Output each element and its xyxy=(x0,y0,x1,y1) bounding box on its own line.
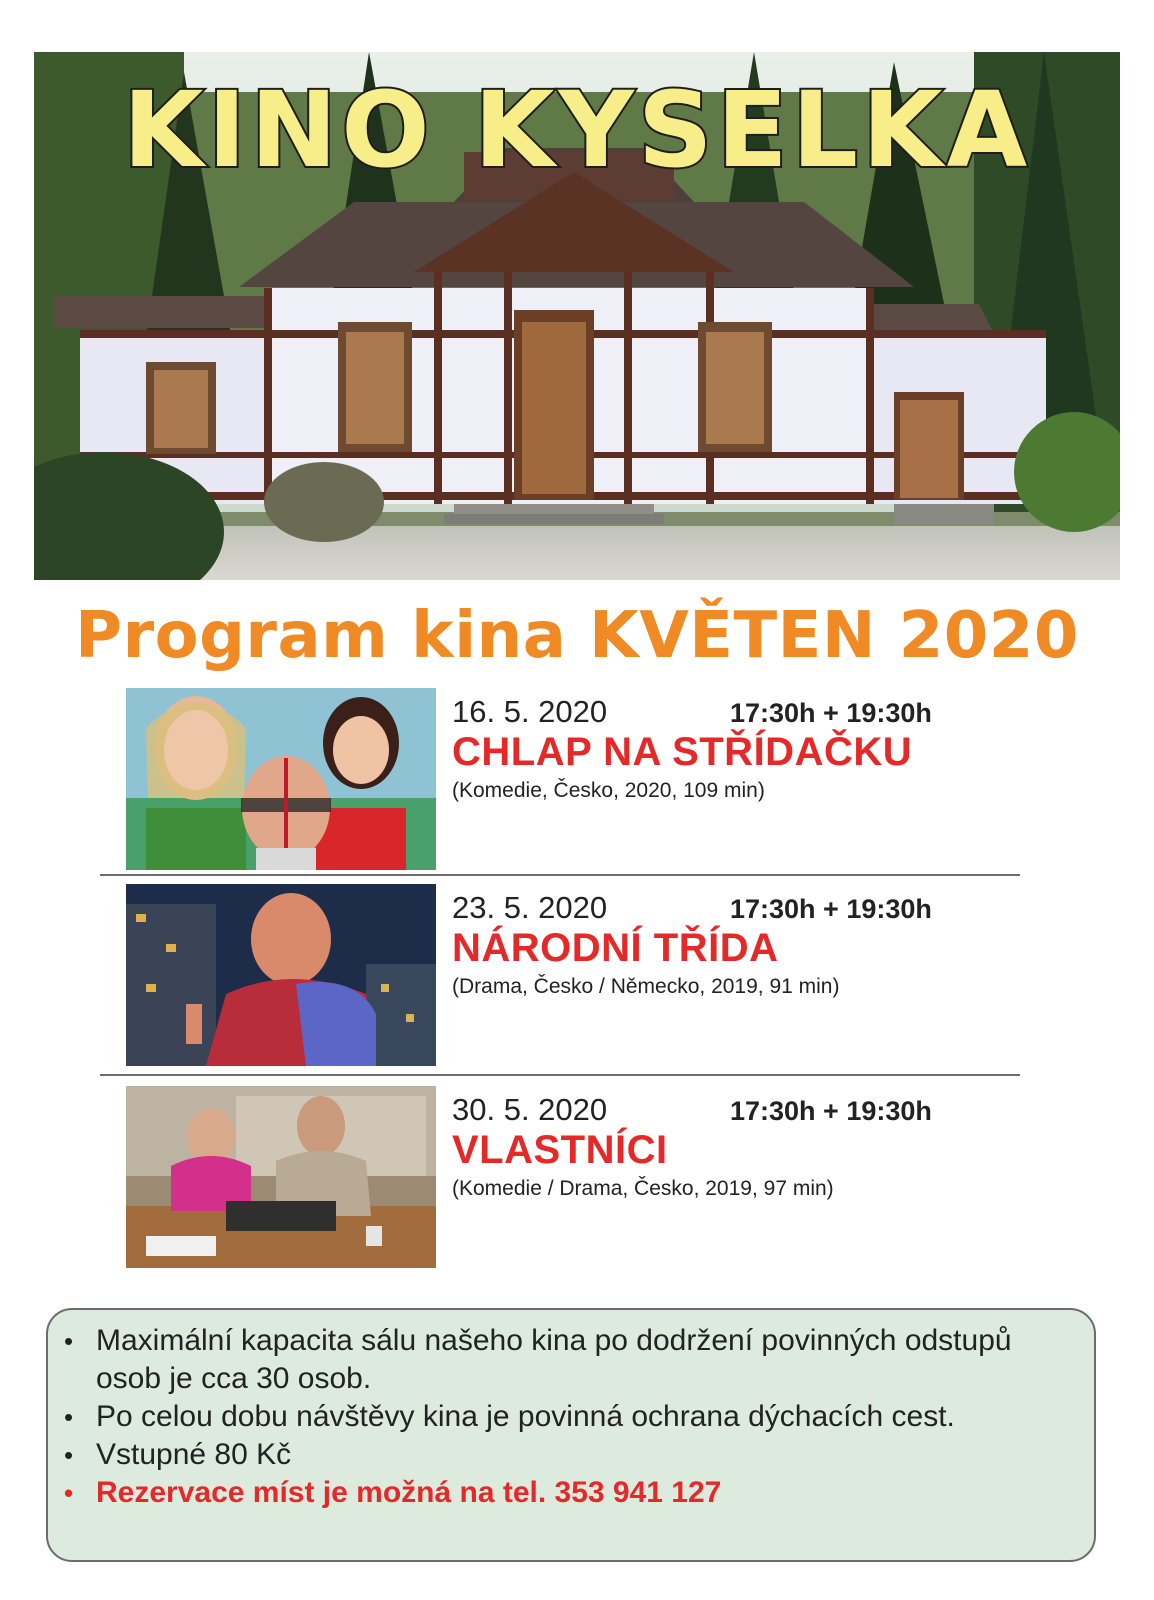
program-heading: Program kina KVĚTEN 2020 xyxy=(75,599,1079,673)
film-title: CHLAP NA STŘÍDAČKU xyxy=(452,730,913,774)
poster-illustration xyxy=(126,1086,436,1268)
film-listing xyxy=(126,884,1026,1066)
film-poster xyxy=(126,1086,436,1268)
film-showtimes: 17:30h + 19:30h xyxy=(730,894,932,924)
film-info: (Komedie, Česko, 2020, 109 min) xyxy=(452,779,765,802)
film-title: NÁRODNÍ TŘÍDA xyxy=(452,926,779,970)
film-date: 16. 5. 2020 xyxy=(452,694,608,729)
cinema-building-photo xyxy=(34,52,1120,580)
film-poster xyxy=(126,688,436,870)
notice-face-mask: • Po celou dobu návštěvy kina je povinná ochrana dýchacích cest. xyxy=(96,1398,1064,1436)
film-showtimes: 17:30h + 19:30h xyxy=(730,1096,932,1126)
film-showtimes: 17:30h + 19:30h xyxy=(730,698,932,728)
notice-box xyxy=(46,1308,1096,1562)
divider xyxy=(100,1074,1020,1076)
film-title: VLASTNÍCI xyxy=(452,1128,668,1172)
notice-reservation-phone: • Rezervace míst je možná na tel. 353 941 127 xyxy=(96,1474,1064,1512)
notice-admission-price: • Vstupné 80 Kč xyxy=(96,1436,1064,1474)
notice-list xyxy=(48,1310,1094,1512)
film-info: (Komedie / Drama, Česko, 2019, 97 min) xyxy=(452,1177,834,1200)
film-date: 30. 5. 2020 xyxy=(452,1092,608,1127)
film-listing xyxy=(126,1086,1026,1268)
cinema-name-title: KINO KYSELKA xyxy=(122,69,1032,191)
film-info: (Drama, Česko / Německo, 2019, 91 min) xyxy=(452,975,840,998)
divider xyxy=(100,874,1020,876)
film-poster xyxy=(126,884,436,1066)
notice-capacity: • Maximální kapacita sálu našeho kina po dodržení povinných odstupů osob je cca 30 osob. xyxy=(96,1322,1064,1398)
film-date: 23. 5. 2020 xyxy=(452,890,608,925)
film-listing xyxy=(126,688,1026,870)
poster-illustration xyxy=(126,884,436,1066)
poster-illustration xyxy=(126,688,436,870)
